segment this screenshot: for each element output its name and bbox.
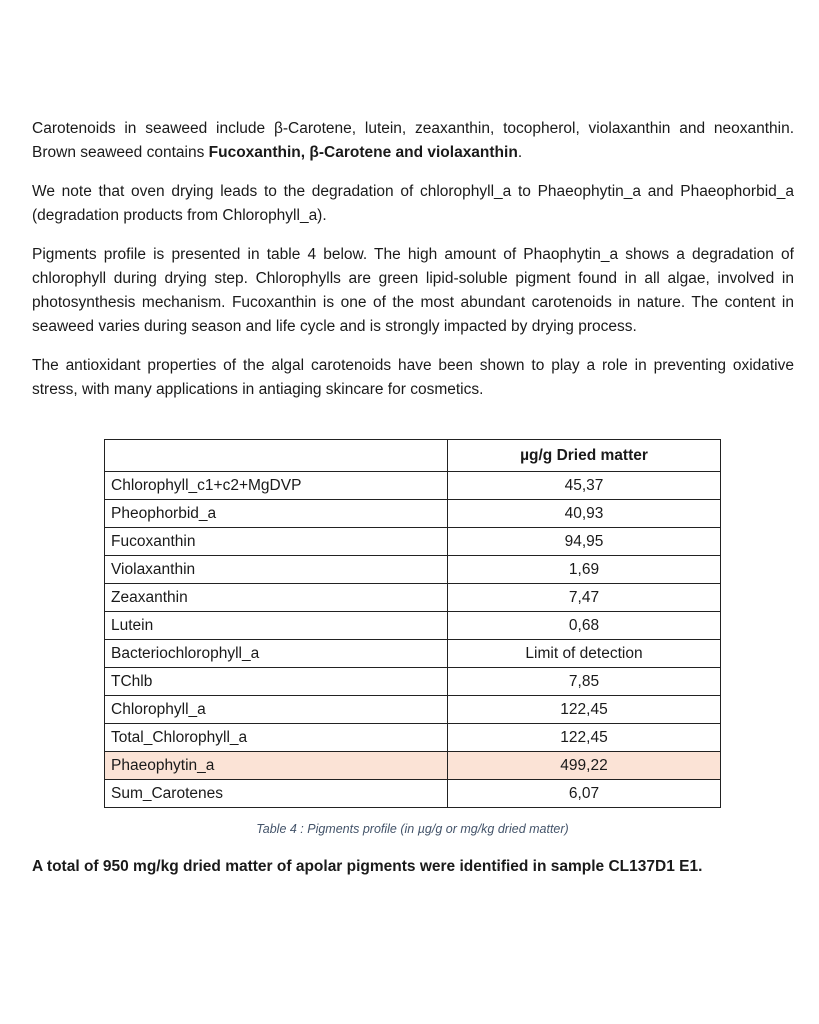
- bold-pigments: Fucoxanthin, β-Carotene and violaxanthin: [208, 144, 518, 161]
- pigment-value: 499,22: [448, 752, 721, 780]
- paragraph-text: Carotenoids in seaweed include β-Carotene, lutein, zeaxanthin, tocopherol, violaxanthin and neoxanthin. Brown seaweed contains: [32, 120, 794, 161]
- table-row: [105, 556, 721, 584]
- pigment-value: 45,37: [448, 472, 721, 500]
- table-header-row: [105, 440, 721, 472]
- table-caption: Table 4 : Pigments profile (in µg/g or mg/kg dried matter): [256, 822, 569, 836]
- table-row: [105, 696, 721, 724]
- pigment-name: Fucoxanthin: [105, 528, 448, 556]
- table-row: [105, 640, 721, 668]
- paragraph-end: .: [517, 144, 523, 161]
- table-row: [105, 584, 721, 612]
- table-row: [105, 724, 721, 752]
- paragraph-oven-drying: We note that oven drying leads to the degradation of chlorophyll_a to Phaeophytin_a and Phaeophorbid_a (degradation products from Chlorophyll_a).: [32, 183, 794, 224]
- pigment-value: 122,45: [448, 724, 721, 752]
- pigment-value: 122,45: [448, 696, 721, 724]
- pigment-value: 40,93: [448, 500, 721, 528]
- header-empty-cell: [105, 440, 448, 472]
- table-row: [105, 528, 721, 556]
- pigment-name: Lutein: [105, 612, 448, 640]
- pigment-value: Limit of detection: [448, 640, 721, 668]
- conclusion-text: A total of 950 mg/kg dried matter of apolar pigments were identified in sample CL137D1 E1.: [32, 858, 703, 875]
- document-body: [32, 117, 794, 417]
- pigment-name: Chlorophyll_c1+c2+MgDVP: [105, 472, 448, 500]
- table-row: [105, 668, 721, 696]
- pigment-name: Zeaxanthin: [105, 584, 448, 612]
- pigment-name: Chlorophyll_a: [105, 696, 448, 724]
- table-row-highlighted: [105, 752, 721, 780]
- table-row: [105, 500, 721, 528]
- pigment-value: 1,69: [448, 556, 721, 584]
- pigment-value: 7,47: [448, 584, 721, 612]
- pigment-name: Violaxanthin: [105, 556, 448, 584]
- pigment-name: Pheophorbid_a: [105, 500, 448, 528]
- table-row: [105, 780, 721, 808]
- pigment-name: Bacteriochlorophyll_a: [105, 640, 448, 668]
- header-unit: µg/g Dried matter: [448, 440, 721, 472]
- pigment-name: TChlb: [105, 668, 448, 696]
- paragraph-carotenoids: [32, 117, 794, 165]
- pigment-value: 0,68: [448, 612, 721, 640]
- table-row: [105, 472, 721, 500]
- paragraph-antioxidant: The antioxidant properties of the algal carotenoids have been shown to play a role in preventing oxidative stress, with many applications in antiaging skincare for cosmetics.: [32, 357, 794, 398]
- table-row: [105, 612, 721, 640]
- pigment-name: Total_Chlorophyll_a: [105, 724, 448, 752]
- pigments-table: [104, 439, 721, 808]
- pigment-name: Phaeophytin_a: [105, 752, 448, 780]
- pigment-value: 6,07: [448, 780, 721, 808]
- pigment-value: 7,85: [448, 668, 721, 696]
- pigment-value: 94,95: [448, 528, 721, 556]
- paragraph-pigments-profile: Pigments profile is presented in table 4 below. The high amount of Phaophytin_a shows a degradation of chlorophyll during drying step. Chlorophylls are green lipid-soluble pigment found in all algae, involved in photosynthesis mechanism. Fucoxanthin is one of the most abundant carotenoids in nature. The content in seaweed varies during season and life cycle and is strongly impacted by drying process.: [32, 246, 794, 335]
- pigment-name: Sum_Carotenes: [105, 780, 448, 808]
